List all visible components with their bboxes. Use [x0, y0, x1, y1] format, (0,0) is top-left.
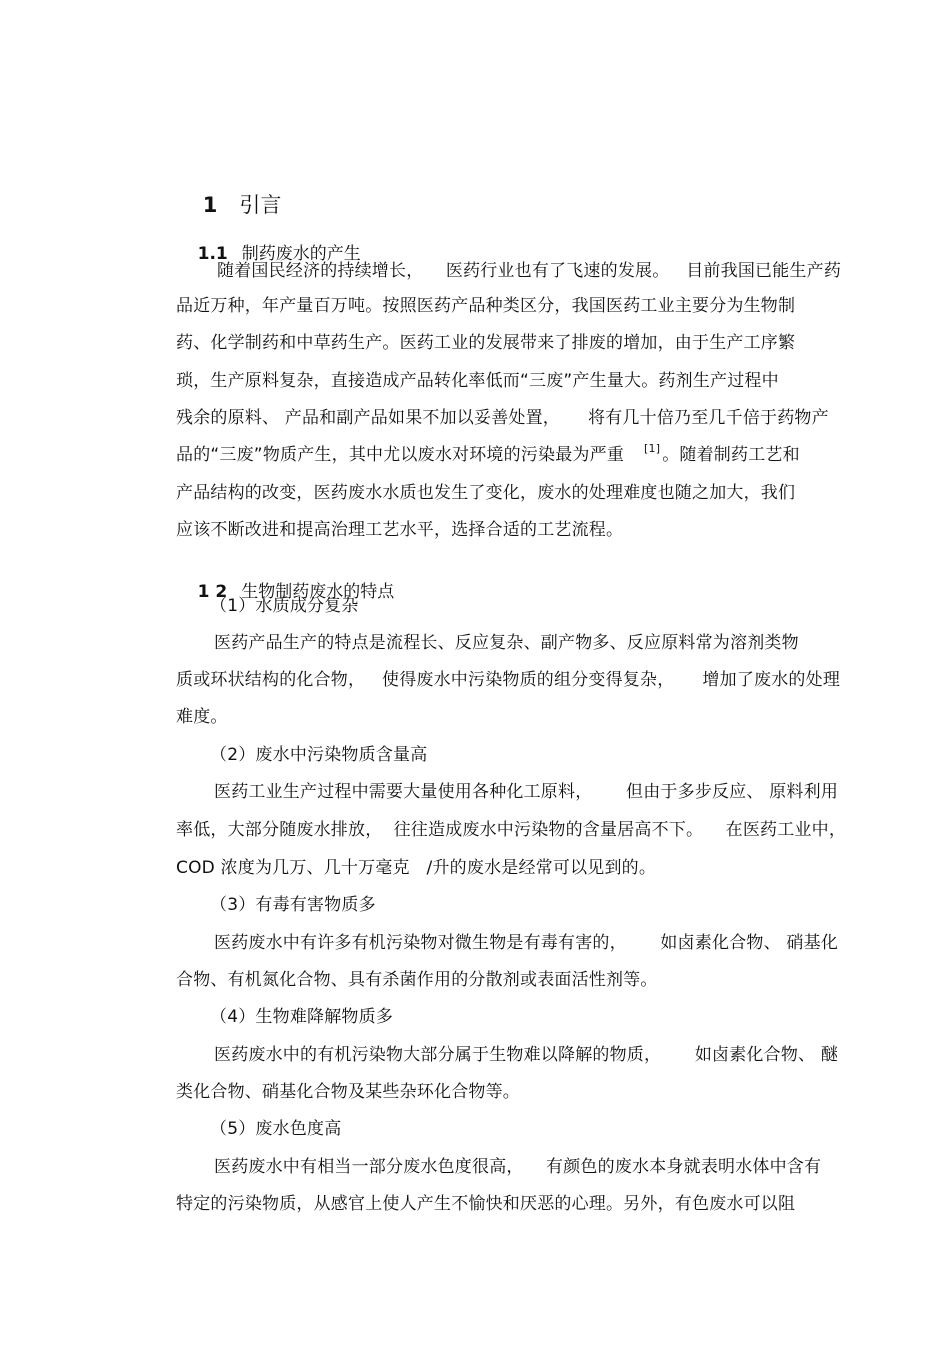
- paragraph-line: 品近万种，年产量百万吨。按照医药产品种类区分，我国医药工业主要分为生物制: [176, 296, 796, 316]
- item-line: 率低，大部分随废水排放， 往往造成废水中污染物的含量居高不下。 在医药工业中，: [176, 820, 847, 840]
- citation-text-before: 品的“三废”物质产生，其中尤以废水对环境的污染最为严重: [176, 445, 625, 465]
- item-line: 质或环状结构的化合物， 使得废水中污染物质的组分变得复杂， 增加了废水的处理: [176, 670, 841, 690]
- item-line: 类化合物、硝基化合物及某些杂环化合物等。: [176, 1082, 520, 1102]
- item-heading: （1）水质成分复杂: [210, 596, 359, 616]
- paragraph-line: 琐，生产原料复杂，直接造成产品转化率低而“三废”产生量大。药剂生产过程中: [176, 371, 779, 391]
- section-number: 1: [202, 193, 218, 217]
- section-title: 引言: [239, 193, 282, 217]
- subsection-number: 1 2: [197, 582, 228, 602]
- citation-text-after: 。随着制药工艺和: [662, 445, 800, 465]
- item-line: 医药废水中有相当一部分废水色度很高， 有颜色的废水本身就表明水体中含有: [214, 1157, 822, 1177]
- paragraph-line: 药、化学制药和中草药生产。医药工业的发展带来了排废的增加，由于生产工序繁: [176, 333, 796, 353]
- paragraph-line: 产品结构的改变，医药废水水质也发生了变化，废水的处理难度也随之加大，我们: [176, 483, 796, 503]
- subsection-title: 生物制药废水的特点: [241, 582, 395, 602]
- item-line: 医药工业生产过程中需要大量使用各种化工原料， 但由于多步反应、 原料利用: [214, 782, 839, 802]
- paragraph-line: 随着国民经济的持续增长， 医药行业也有了飞速的发展。 目前我国已能生产药: [217, 261, 842, 281]
- paragraph-line: 残余的原料、 产品和副产品如果不加以妥善处置， 将有几十倍乃至几千倍于药物产: [176, 408, 829, 428]
- subsection-title: 制药废水的产生: [241, 244, 361, 264]
- item-heading: （4）生物难降解物质多: [210, 1007, 394, 1027]
- item-line: 医药废水中的有机污染物大部分属于生物难以降解的物质， 如卤素化合物、 醚: [214, 1045, 839, 1065]
- paragraph-line: 应该不断改进和提高治理工艺水平，选择合适的工艺流程。: [176, 520, 624, 540]
- item-line: COD 浓度为几万、几十万毫克 /升的废水是经常可以见到的。: [176, 858, 657, 878]
- subsection-number: 1.1: [197, 244, 228, 264]
- item-line: 难度。: [176, 707, 228, 727]
- paragraph-line-with-citation: [176, 444, 800, 468]
- item-heading: （5）废水色度高: [210, 1119, 342, 1139]
- item-line: 医药产品生产的特点是流程长、反应复杂、副产物多、反应原料常为溶剂类物: [214, 633, 799, 653]
- item-heading: （3）有毒有害物质多: [210, 895, 376, 915]
- item-line: 特定的污染物质，从感官上使人产生不愉快和厌恶的心理。另外，有色废水可以阻: [176, 1194, 796, 1214]
- item-line: 医药废水中有许多有机污染物对微生物是有毒有害的， 如卤素化合物、 硝基化: [214, 933, 839, 953]
- item-heading: （2）废水中污染物质含量高: [210, 745, 428, 765]
- citation-reference[interactable]: [1]: [644, 442, 661, 455]
- item-line: 合物、有机氮化合物、具有杀菌作用的分散剂或表面活性剂等。: [176, 970, 658, 990]
